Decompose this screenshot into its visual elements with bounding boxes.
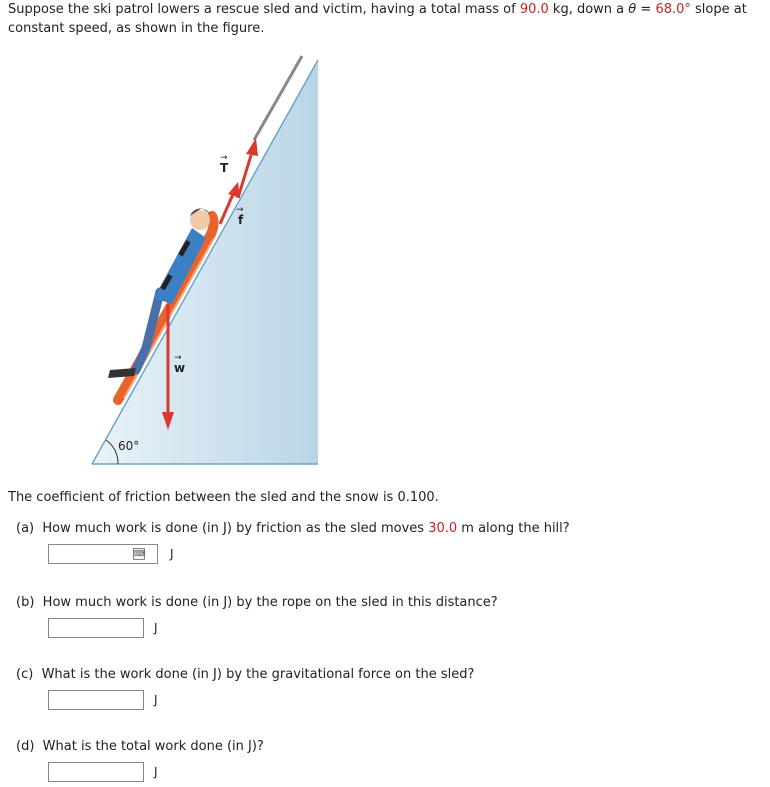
answer-row [48, 690, 756, 714]
vector-arrow-w: → [174, 353, 182, 363]
statement-text: slope at constant speed, as shown in the figure. [8, 2, 747, 36]
answer-row [48, 618, 756, 642]
problem-statement [8, 0, 768, 38]
mass-value: 90.0 [519, 2, 549, 17]
answer-input-c[interactable] [48, 690, 144, 710]
unit-label: J [154, 765, 158, 779]
question-text: How much work is done (in J) by the rope on the sled in this distance? [42, 595, 498, 610]
question-label: (a) [16, 521, 35, 536]
label-w: w [174, 361, 186, 375]
statement-text: = [636, 2, 656, 17]
answer-row [48, 544, 756, 568]
vector-arrow-T: → [220, 153, 228, 163]
question-label: (c) [16, 667, 34, 682]
question-label: (d) [16, 739, 35, 754]
answer-row [48, 762, 756, 786]
friction-coefficient-text: The coefficient of friction between the sled and the snow is 0.100. [8, 490, 439, 505]
distance-value: 30.0 [428, 521, 458, 536]
answer-input-d[interactable] [48, 762, 144, 782]
statement-text: Suppose the ski patrol lowers a rescue sled and victim, having a total mass of [8, 2, 520, 17]
statement-text: kg, down a [548, 2, 629, 17]
question-text: m along the hill? [457, 521, 570, 536]
keyboard-icon[interactable]: ⌨ [134, 549, 146, 558]
question-text: How much work is done (in J) by friction as the sled moves [42, 521, 429, 536]
vector-arrow-f: → [236, 205, 244, 215]
question-text: What is the total work done (in J)? [42, 739, 264, 754]
label-f: f [238, 213, 244, 227]
friction-arrowhead [228, 182, 240, 198]
unit-label: J [170, 547, 174, 561]
angle-label: 60° [118, 439, 140, 453]
question-text: What is the work done (in J) by the gravitational force on the sled? [41, 667, 475, 682]
question-a [16, 519, 756, 568]
label-T: T [220, 161, 229, 175]
unit-label: J [154, 621, 158, 635]
question-label: (b) [16, 595, 35, 610]
angle-value: 68.0° [655, 2, 691, 17]
sled-figure [88, 48, 324, 468]
theta-symbol: θ [628, 2, 637, 17]
unit-label: J [154, 693, 158, 707]
answer-input-b[interactable] [48, 618, 144, 638]
question-c [16, 665, 756, 714]
tension-arrowhead [246, 138, 258, 156]
question-d [16, 737, 756, 786]
question-b [16, 593, 756, 642]
